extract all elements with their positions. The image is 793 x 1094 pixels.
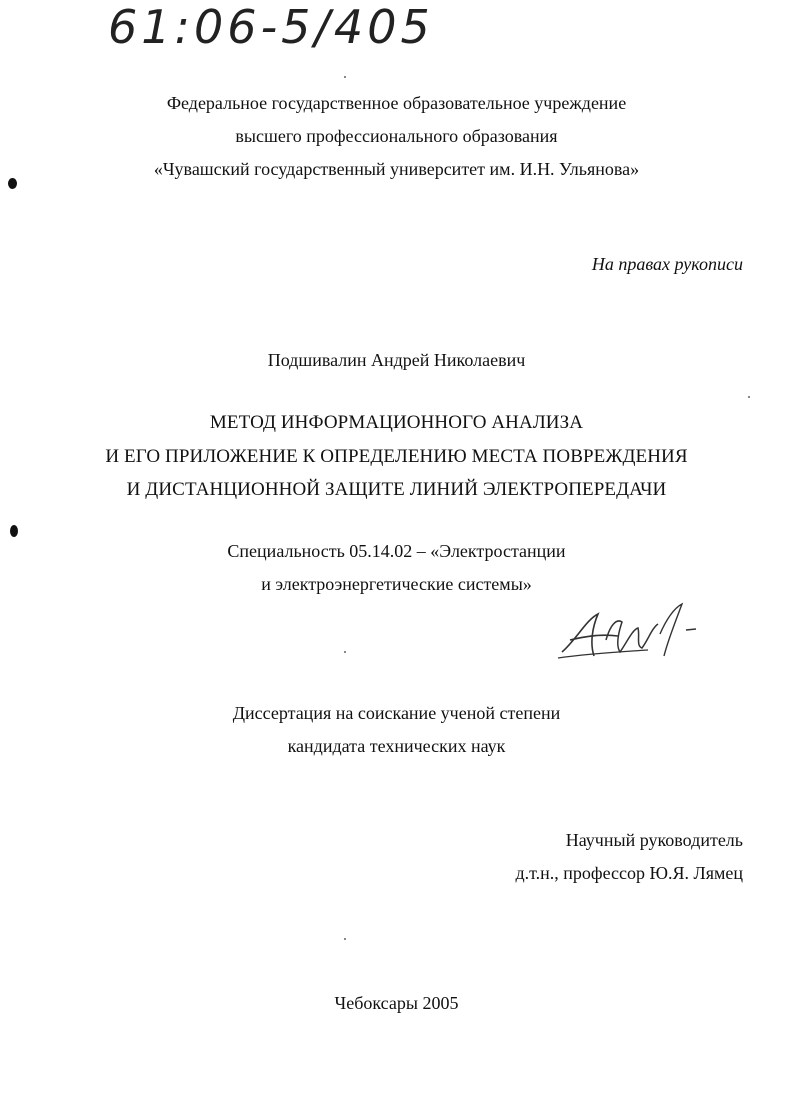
scan-speck bbox=[344, 76, 346, 78]
scan-speck bbox=[748, 396, 750, 398]
dissertation-degree-line-1: Диссертация на соискание ученой степени bbox=[232, 703, 561, 723]
institution-line-3: «Чувашский государственный университет им. И.Н. Ульянова» bbox=[153, 159, 640, 179]
author-name: Подшивалин Андрей Николаевич bbox=[267, 350, 526, 370]
thesis-title-line-1: МЕТОД ИНФОРМАЦИОННОГО АНАЛИЗА bbox=[209, 412, 584, 433]
specialty-line-1: Специальность 05.14.02 – «Электростанции bbox=[227, 541, 566, 561]
institution-line-1: Федеральное государственное образовательное учреждение bbox=[166, 93, 627, 113]
binding-hole-mark bbox=[10, 525, 18, 537]
specialty-line-2: и электроэнергетические системы» bbox=[261, 574, 532, 594]
handwritten-signature bbox=[556, 600, 706, 665]
handwritten-archive-code: 61:06-5/405 bbox=[108, 0, 434, 54]
dissertation-degree-line-2: кандидата технических наук bbox=[287, 736, 506, 756]
scan-speck bbox=[344, 651, 346, 653]
city-year: Чебоксары 2005 bbox=[334, 993, 459, 1013]
institution-line-2: высшего профессионального образования bbox=[235, 126, 558, 146]
thesis-title-line-2: И ЕГО ПРИЛОЖЕНИЕ К ОПРЕДЕЛЕНИЮ МЕСТА ПОВРЕЖДЕНИЯ bbox=[105, 446, 688, 467]
scan-speck bbox=[344, 938, 346, 940]
supervisor-label: Научный руководитель bbox=[565, 830, 743, 850]
manuscript-rights-note: На правах рукописи bbox=[591, 254, 743, 274]
supervisor-name: д.т.н., профессор Ю.Я. Лямец bbox=[515, 863, 743, 883]
thesis-title-line-3: И ДИСТАНЦИОННОЙ ЗАЩИТЕ ЛИНИЙ ЭЛЕКТРОПЕРЕДАЧИ bbox=[126, 479, 667, 500]
